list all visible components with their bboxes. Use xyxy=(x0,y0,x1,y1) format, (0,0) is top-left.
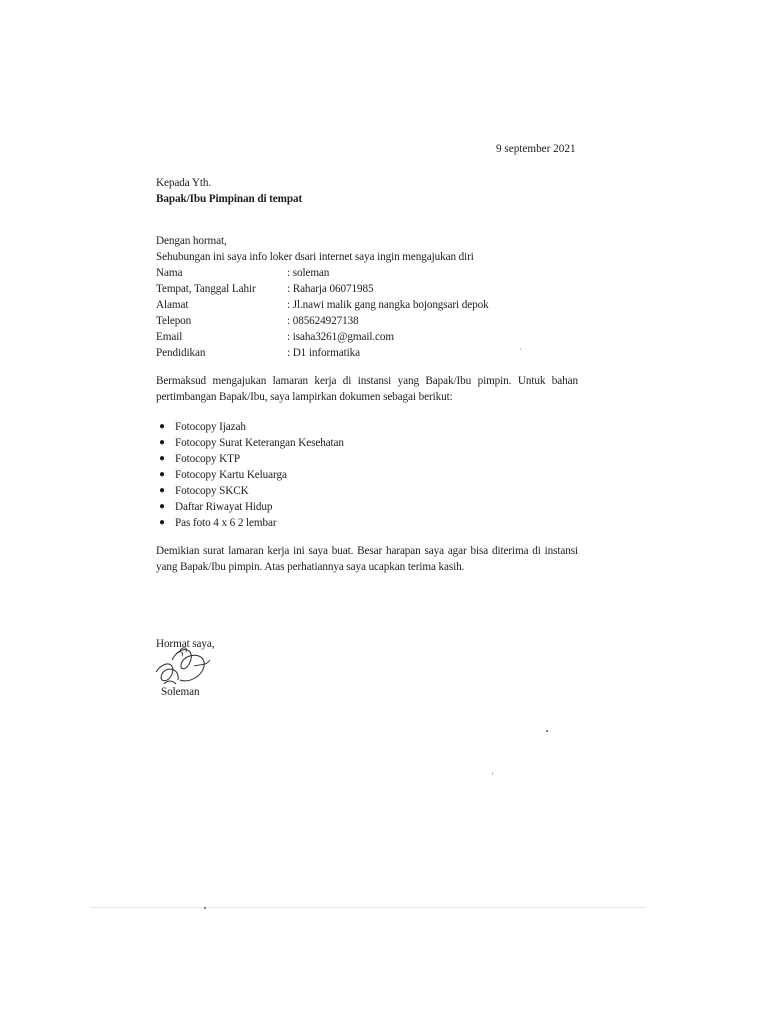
closing-phrase: Hormat saya, xyxy=(156,638,215,650)
paragraph-purpose: Bermaksud mengajukan lamaran kerja di instansi yang Bapak/Ibu pimpin. Untuk bahan pertimbangan Bapak/Ibu, saya lampirkan dokumen sebagai berikut: xyxy=(156,375,578,403)
field-label: Alamat xyxy=(156,299,189,311)
greeting-block xyxy=(156,233,586,265)
bullet-icon: ● xyxy=(159,517,165,528)
field-label: Tempat, Tanggal Lahir xyxy=(156,283,256,295)
scan-speck xyxy=(520,348,521,350)
bullet-icon: ● xyxy=(159,421,165,432)
signer-name: Soleman xyxy=(161,686,200,698)
field-row-education xyxy=(156,345,586,361)
attachment-label: Fotocopy SKCK xyxy=(175,485,249,497)
field-label: Pendidikan xyxy=(156,347,206,359)
field-value: : soleman xyxy=(287,267,330,279)
list-item xyxy=(156,435,344,451)
attachment-label: Pas foto 4 x 6 2 lembar xyxy=(175,517,277,529)
scan-speck xyxy=(492,772,493,775)
field-row-phone xyxy=(156,313,586,329)
list-item xyxy=(156,451,344,467)
list-item xyxy=(156,483,344,499)
field-value: : D1 informatika xyxy=(287,347,360,359)
attachment-label: Daftar Riwayat Hidup xyxy=(175,501,273,513)
salutation: Dengan hormat, xyxy=(156,235,227,247)
letter-date: 9 september 2021 xyxy=(496,143,576,155)
paragraph-closing: Demikian surat lamaran kerja ini saya buat. Besar harapan saya agar bisa diterima di instansi yang Bapak/Ibu pimpin. Atas perhatiannya saya ucapkan terima kasih. xyxy=(156,545,578,573)
bullet-icon: ● xyxy=(159,485,165,496)
handwritten-signature-icon xyxy=(150,640,230,690)
recipient-line-2: Bapak/Ibu Pimpinan di tempat xyxy=(156,193,303,205)
recipient-line-1: Kepada Yth. xyxy=(156,177,212,189)
field-value: : Jl.nawi malik gang nangka bojongsari depok xyxy=(287,299,489,311)
list-item xyxy=(156,515,344,531)
attachment-label: Fotocopy Kartu Keluarga xyxy=(175,469,287,481)
list-item xyxy=(156,499,344,515)
bullet-icon: ● xyxy=(159,501,165,512)
list-item xyxy=(156,419,344,435)
bullet-icon: ● xyxy=(159,469,165,480)
bullet-icon: ● xyxy=(159,437,165,448)
attachment-label: Fotocopy KTP xyxy=(175,453,240,465)
bullet-icon: ● xyxy=(159,453,165,464)
attachment-label: Fotocopy Ijazah xyxy=(175,421,246,433)
attachment-list xyxy=(156,419,344,531)
field-label: Nama xyxy=(156,267,183,279)
field-row-address xyxy=(156,297,586,313)
scan-speck xyxy=(546,730,548,732)
field-value: : Raharja 06071985 xyxy=(287,283,374,295)
recipient-block xyxy=(156,175,586,207)
field-label: Telepon xyxy=(156,315,192,327)
personal-details xyxy=(156,265,586,361)
field-row-name xyxy=(156,265,586,281)
field-row-birth xyxy=(156,281,586,297)
field-label: Email xyxy=(156,331,183,343)
attachment-label: Fotocopy Surat Keterangan Kesehatan xyxy=(175,437,344,449)
field-value: : 085624927138 xyxy=(287,315,359,327)
field-row-email xyxy=(156,329,586,345)
field-value: : isaha3261@gmail.com xyxy=(287,331,395,343)
intro-line: Sehubungan ini saya info loker dsari internet saya ingin mengajukan diri xyxy=(156,251,474,263)
scan-edge-divider xyxy=(90,907,646,908)
scan-speck xyxy=(204,907,206,909)
list-item xyxy=(156,467,344,483)
